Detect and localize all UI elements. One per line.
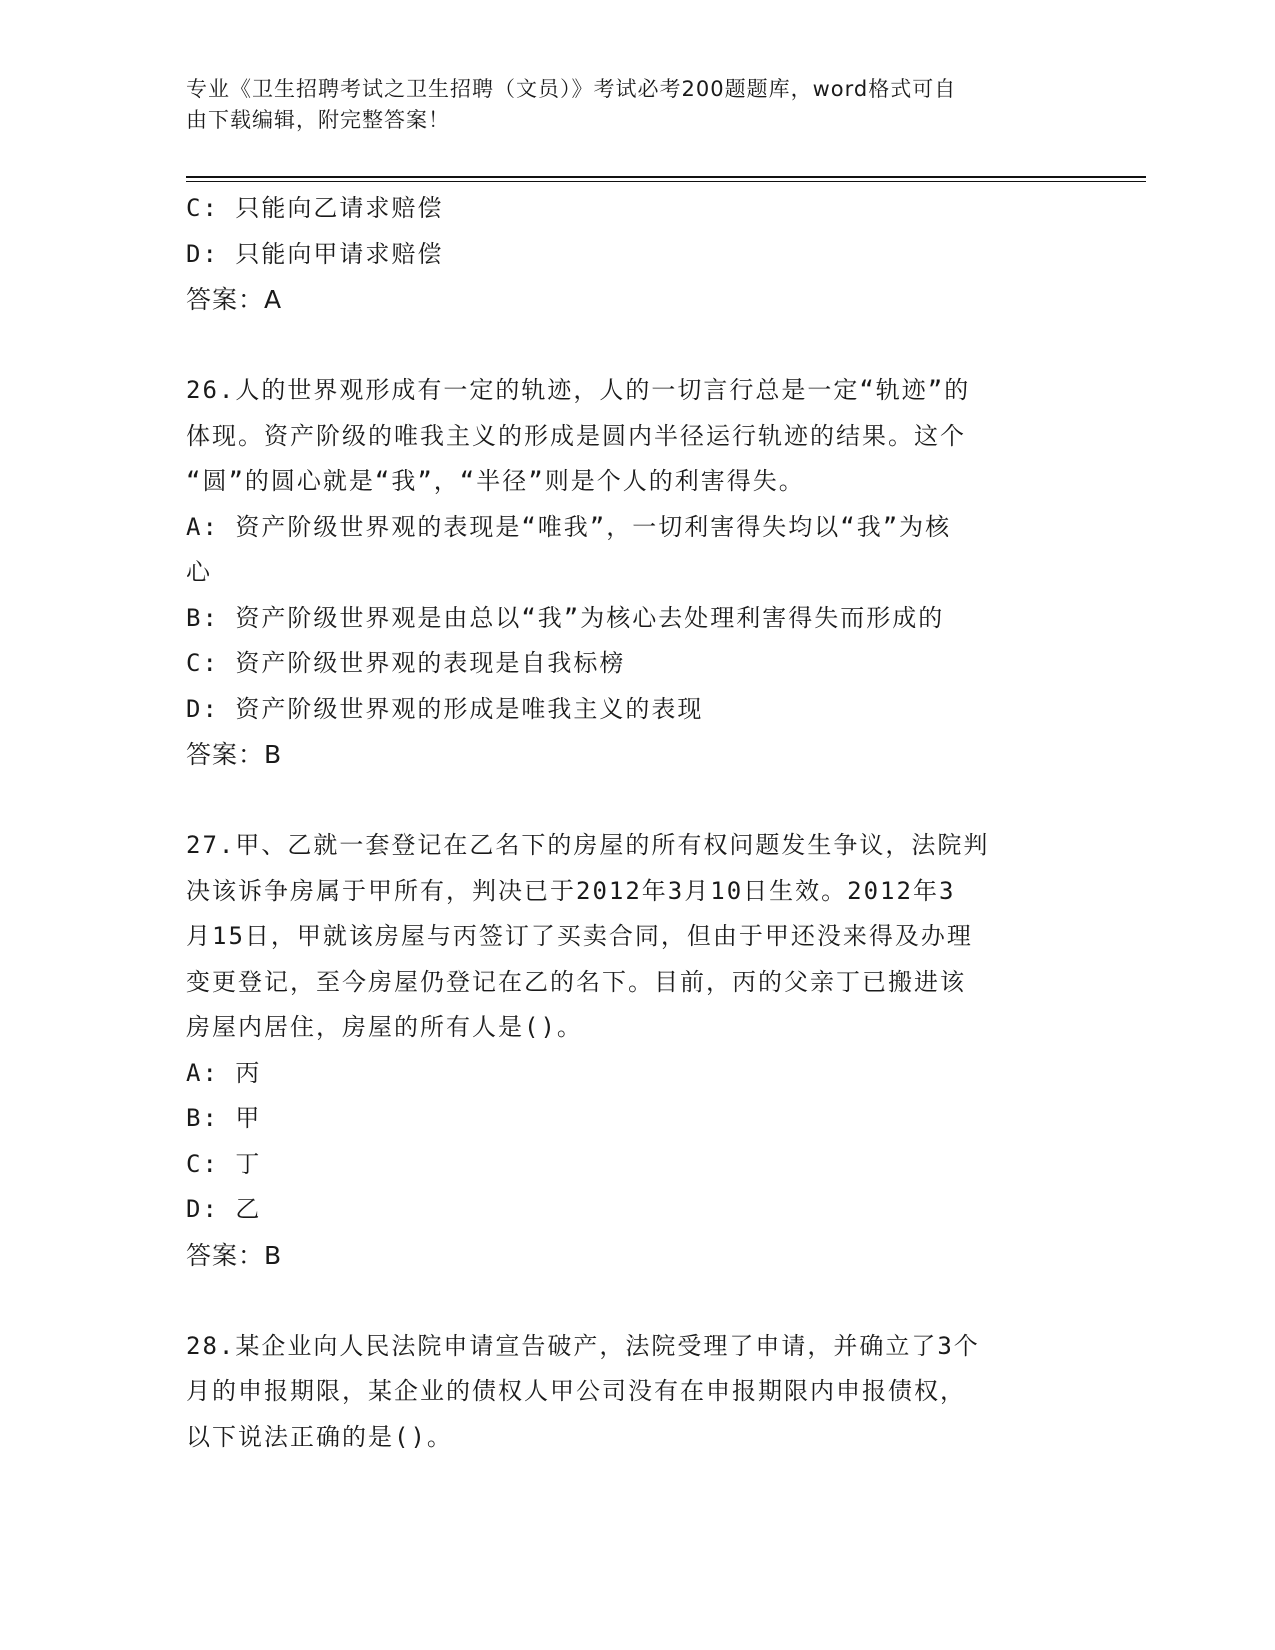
option-a: A: 丙	[186, 1058, 262, 1087]
answer-line: 答案：A	[186, 285, 283, 314]
header-rule-thick	[186, 176, 1146, 178]
question-stem-line: 决该诉争房属于甲所有，判决已于2012年3月10日生效。2012年3	[186, 876, 956, 905]
question-stem-line: 26.人的世界观形成有一定的轨迹，人的一切言行总是一定“轨迹”的	[186, 376, 971, 404]
question-stem-line: 体现。资产阶级的唯我主义的形成是圆内半径运行轨迹的结果。这个	[186, 421, 966, 450]
question-28	[186, 1324, 1086, 1461]
question-stem-line: “圆”的圆心就是“我”，“半径”则是个人的利害得失。	[186, 467, 805, 495]
question-stem-line: 房屋内居住，房屋的所有人是()。	[186, 1013, 583, 1041]
option-b: B: 甲	[186, 1104, 262, 1132]
question-stem-line: 以下说法正确的是()。	[186, 1422, 453, 1451]
option-c: C: 资产阶级世界观的表现是自我标榜	[186, 649, 626, 677]
question-stem-line: 变更登记，至今房屋仍登记在乙的名下。目前，丙的父亲丁已搬进该	[186, 967, 966, 996]
option-a: A: 资产阶级世界观的表现是“唯我”，一切利害得失均以“我”为核	[186, 512, 952, 541]
answer-line: 答案：B	[186, 1240, 283, 1270]
header-line-1: 专业《卫生招聘考试之卫生招聘（文员）》考试必考200题题库，word格式可自	[186, 77, 957, 101]
previous-question	[186, 186, 1086, 323]
option-b: B: 资产阶级世界观是由总以“我”为核心去处理利害得失而形成的	[186, 603, 945, 632]
question-stem-line: 月15日，甲就该房屋与丙签订了买卖合同，但由于甲还没来得及办理	[186, 922, 973, 950]
question-stem-line: 28.某企业向人民法院申请宣告破产，法院受理了申请，并确立了3个	[186, 1331, 980, 1360]
spacer	[186, 323, 1086, 369]
option-c: C: 丁	[186, 1149, 262, 1178]
answer-line: 答案：B	[186, 740, 283, 769]
question-27	[186, 823, 1086, 1278]
header-rule-thin	[186, 181, 1146, 182]
option-c: C: 只能向乙请求赔偿	[186, 194, 444, 222]
page-header	[186, 74, 1066, 136]
option-d: D: 只能向甲请求赔偿	[186, 239, 444, 268]
question-content	[186, 186, 1086, 1460]
question-stem-line: 月的申报期限，某企业的债权人甲公司没有在申报期限内申报债权，	[186, 1377, 966, 1405]
option-a-continued: 心	[186, 558, 212, 586]
question-26	[186, 368, 1086, 778]
header-line-2: 由下载编辑，附完整答案！	[186, 108, 450, 132]
spacer	[186, 778, 1086, 824]
option-d: D: 乙	[186, 1195, 262, 1223]
question-stem-line: 27.甲、乙就一套登记在乙名下的房屋的所有权问题发生争议，法院判	[186, 831, 990, 859]
spacer	[186, 1278, 1086, 1324]
option-d: D: 资产阶级世界观的形成是唯我主义的表现	[186, 694, 704, 723]
